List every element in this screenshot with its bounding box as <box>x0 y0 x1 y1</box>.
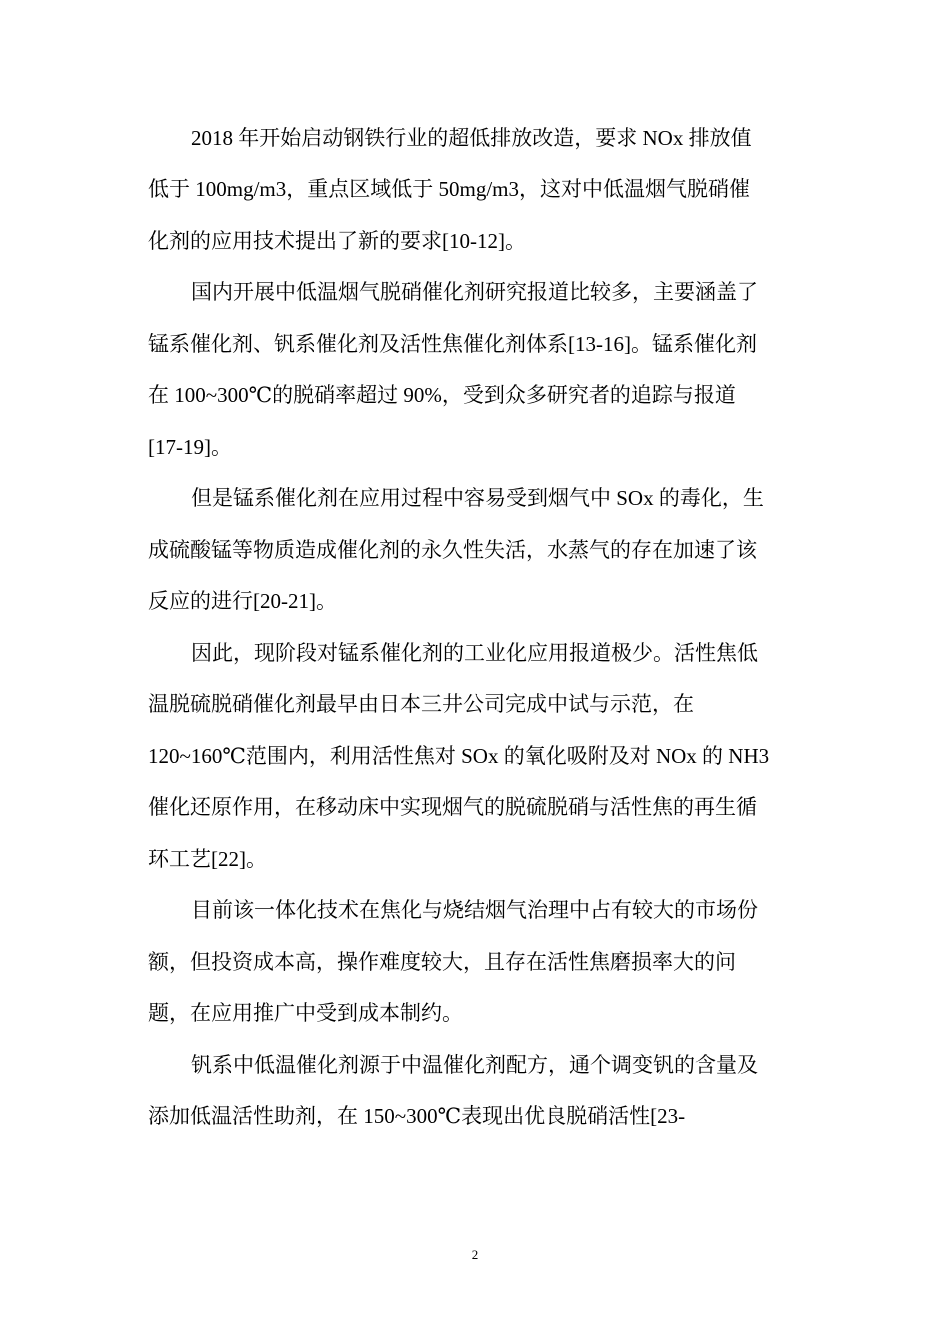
paragraph-3-line-1: 但是锰系催化剂在应用过程中容易受到烟气中 SOx 的毒化，生 <box>191 486 764 510</box>
page-number: 2 <box>471 1247 479 1262</box>
paragraph-4-line-5: 环工艺[22]。 <box>148 847 267 871</box>
paragraph-4-line-2: 温脱硫脱硝催化剂最早由日本三井公司完成中试与示范，在 <box>148 692 694 716</box>
paragraph-1-line-2: 低于 100mg/m3，重点区域低于 50mg/m3，这对中低温烟气脱硝催 <box>148 177 751 201</box>
paragraph-3-line-2: 成硫酸锰等物质造成催化剂的永久性失活，水蒸气的存在加速了该 <box>148 538 757 562</box>
paragraph-2-line-1: 国内开展中低温烟气脱硝催化剂研究报道比较多，主要涵盖了 <box>191 280 758 304</box>
paragraph-4-line-1: 因此，现阶段对锰系催化剂的工业化应用报道极少。活性焦低 <box>191 641 758 665</box>
paragraph-2-line-2: 锰系催化剂、钒系催化剂及活性焦催化剂体系[13-16]。锰系催化剂 <box>148 332 757 356</box>
paragraph-2-line-3: 在 100~300℃的脱硝率超过 90%，受到众多研究者的追踪与报道 <box>148 383 736 407</box>
paragraph-4-line-4: 催化还原作用，在移动床中实现烟气的脱硫脱硝与活性焦的再生循 <box>148 795 757 819</box>
paragraph-1-line-3: 化剂的应用技术提出了新的要求[10-12]。 <box>148 229 526 253</box>
paragraph-5-line-3: 题，在应用推广中受到成本制约。 <box>148 1001 463 1025</box>
paragraph-3-line-3: 反应的进行[20-21]。 <box>148 589 337 613</box>
paragraph-5-line-2: 额，但投资成本高，操作难度较大，且存在活性焦磨损率大的问 <box>148 950 736 974</box>
paragraph-2-line-4: [17-19]。 <box>148 435 232 459</box>
paragraph-4-line-3: 120~160℃范围内，利用活性焦对 SOx 的氧化吸附及对 NOx 的 NH3 <box>148 744 770 768</box>
paragraph-6-line-2: 添加低温活性助剂，在 150~300℃表现出优良脱硝活性[23- <box>148 1104 686 1128</box>
paragraph-6-line-1: 钒系中低温催化剂源于中温催化剂配方，通个调变钒的含量及 <box>191 1053 758 1077</box>
paragraph-5-line-1: 目前该一体化技术在焦化与烧结烟气治理中占有较大的市场份 <box>191 898 758 922</box>
paragraph-1-line-1: 2018 年开始启动钢铁行业的超低排放改造，要求 NOx 排放值 <box>191 126 752 150</box>
